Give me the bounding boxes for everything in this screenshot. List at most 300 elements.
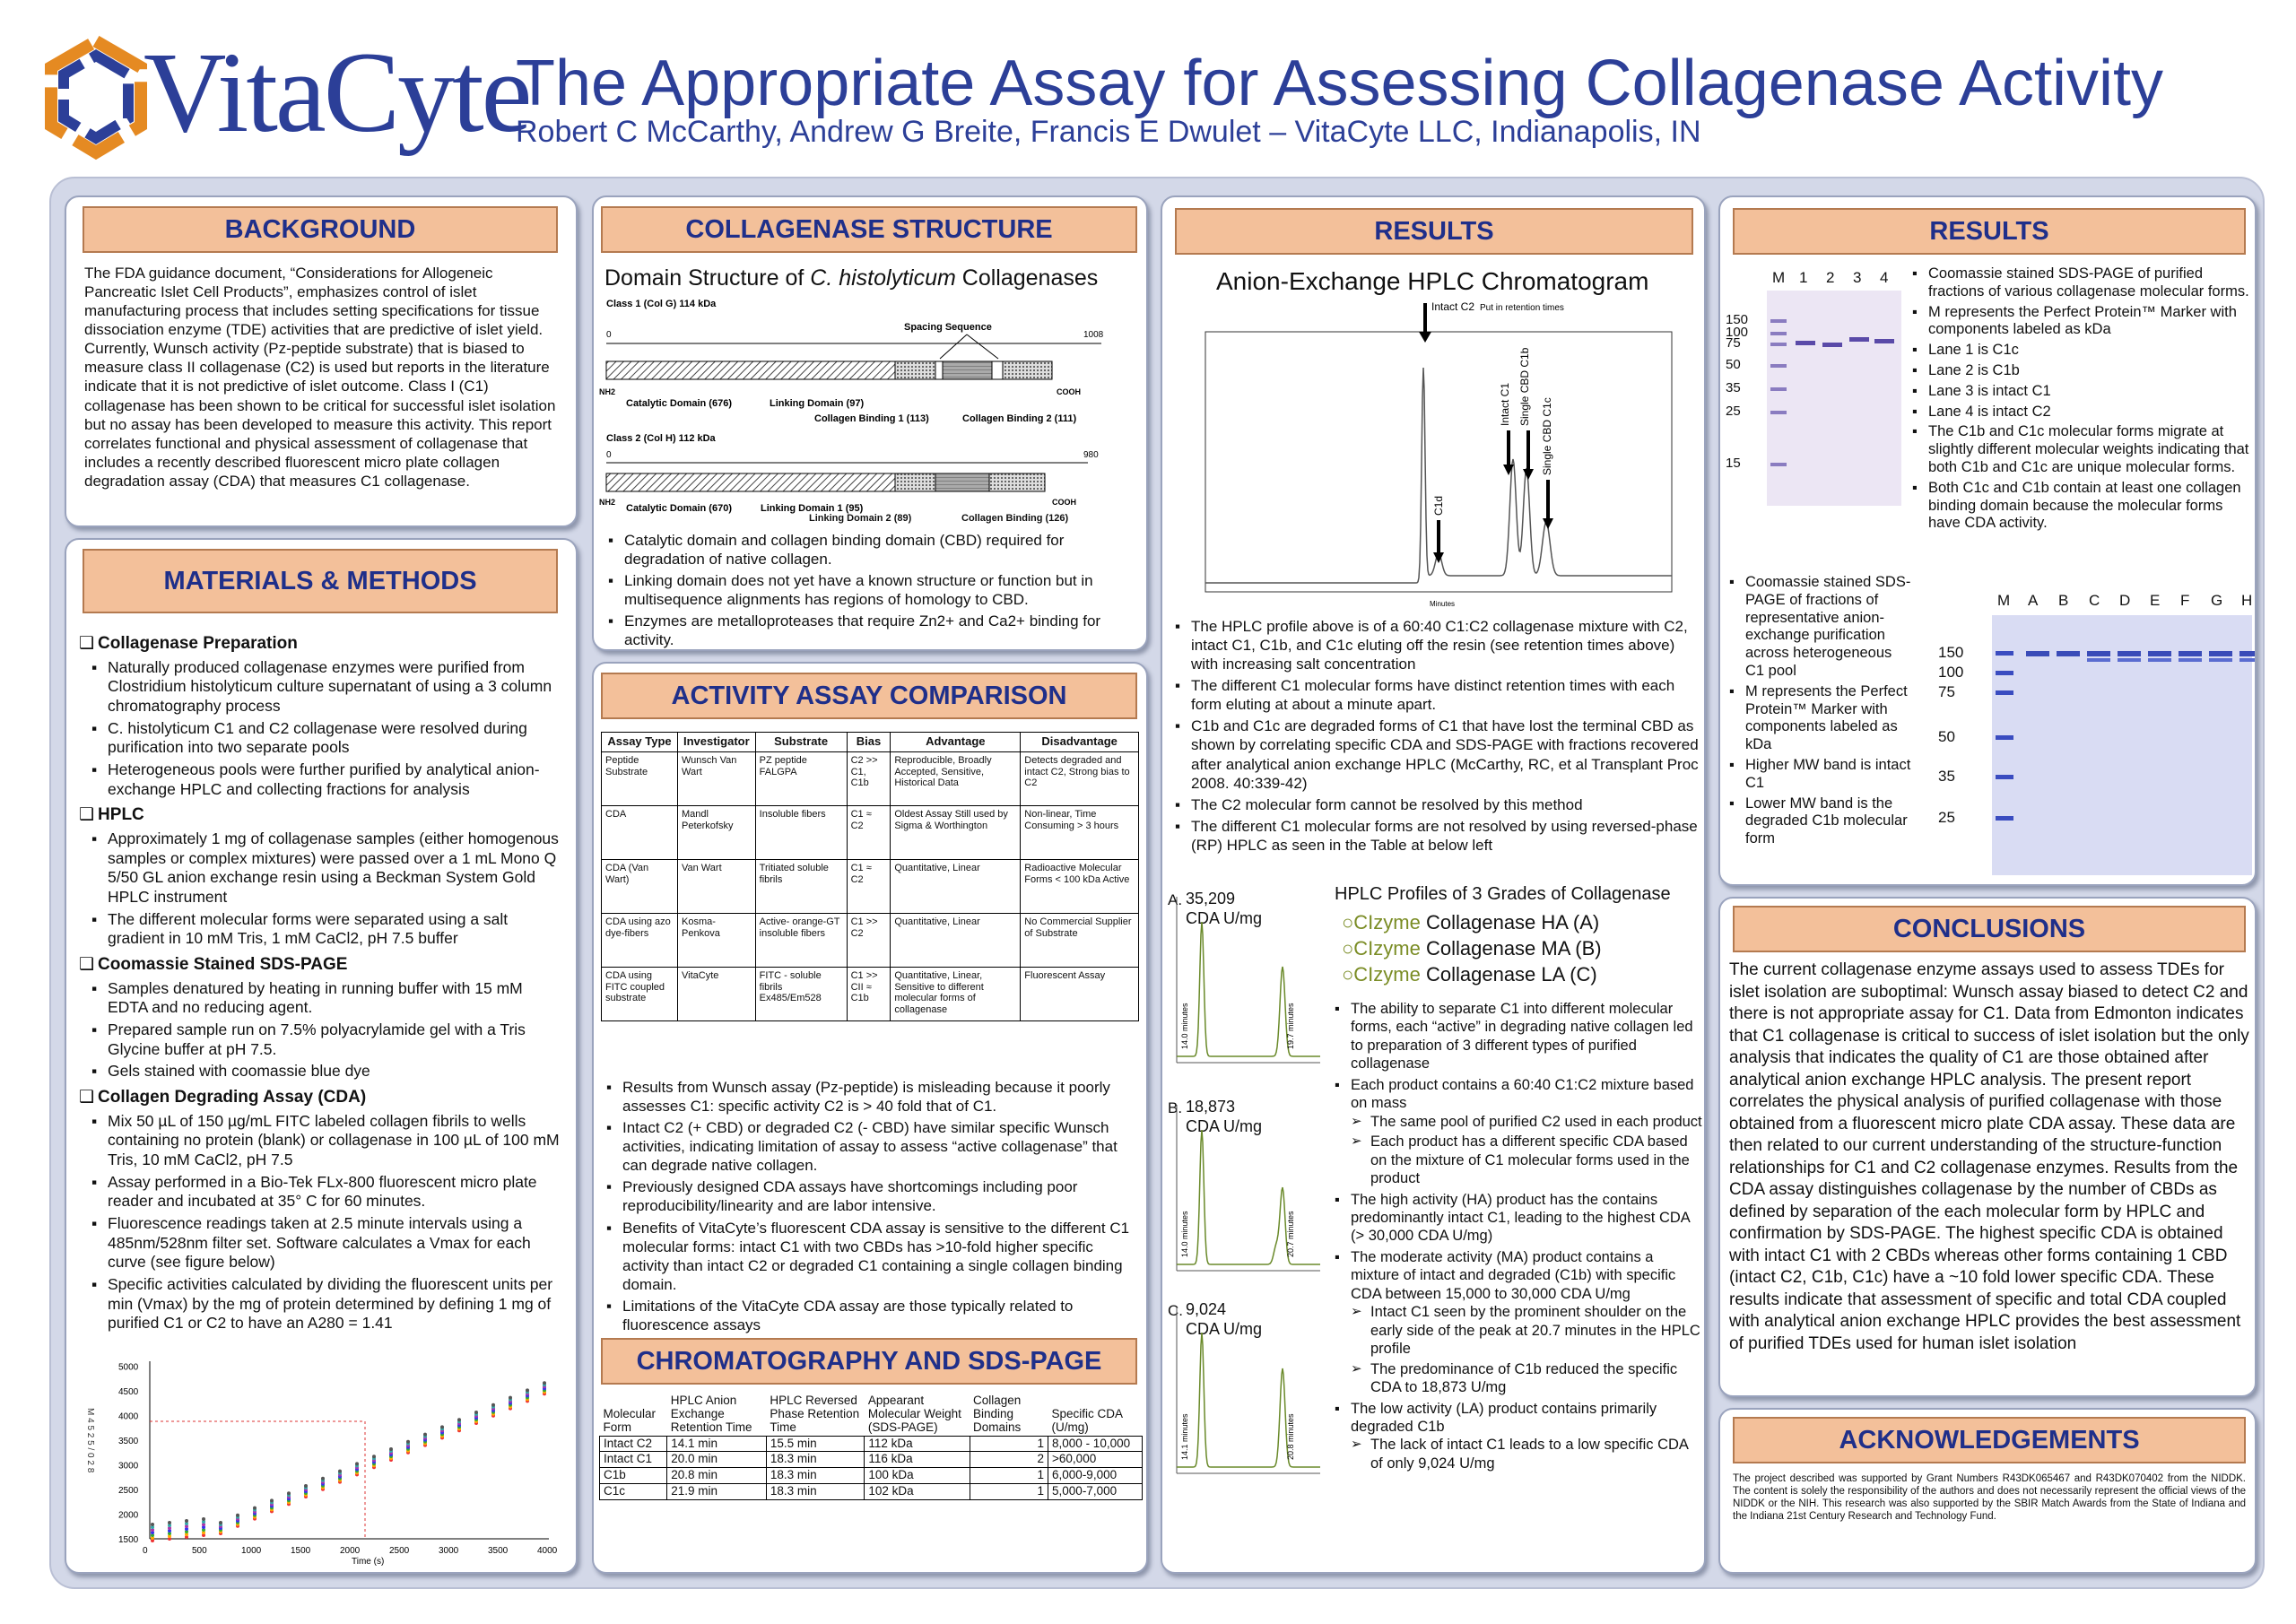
protein-band xyxy=(1849,337,1869,342)
chrom-header: CHROMATOGRAPHY AND SDS-PAGE xyxy=(601,1338,1137,1385)
table-cell: 21.9 min xyxy=(667,1484,767,1500)
y-tick-label: 1500 xyxy=(118,1535,139,1545)
hplc-chromatogram xyxy=(1170,296,1700,619)
gel1-marker-label: 100 xyxy=(1726,325,1749,340)
linking1-c2 xyxy=(895,473,935,491)
domain-label: Collagen Binding 2 (111) xyxy=(962,413,1077,424)
table-cell: 112 kDa xyxy=(865,1436,970,1452)
table-cell: 6,000-9,000 xyxy=(1048,1468,1143,1484)
table-cell: Peptide Substrate xyxy=(602,751,678,805)
marker-band xyxy=(1770,319,1787,323)
gel1-image xyxy=(1767,291,1901,506)
linking-domain-c1 xyxy=(895,361,935,379)
table-header: Assay Type xyxy=(602,733,678,752)
protein-band xyxy=(2239,651,2257,656)
data-point xyxy=(474,1411,478,1414)
y-tick-label: 2000 xyxy=(118,1510,139,1521)
sub-item: ➢ The same pool of purified C2 used in each product xyxy=(1351,1113,1702,1131)
data-point xyxy=(338,1470,342,1473)
structure-subtitle: Domain Structure of C. histolyticum Collagenases xyxy=(604,265,1099,291)
protein-band xyxy=(2239,658,2257,662)
methods-s2-title: ❑ HPLC xyxy=(79,804,563,826)
table-cell: Intact C2 xyxy=(600,1436,667,1452)
list-item: ▪ The C1b and C1c molecular forms migrate at slightly different molecular weights indicating that both C1b and C1c are unique molecular forms. xyxy=(1910,423,2255,476)
gel1-marker-label: 50 xyxy=(1726,357,1741,372)
list-item: ▪ Heterogeneous pools were further purified by analytical anion-exchange HPLC and collecting fractions for analysis xyxy=(90,760,563,799)
y-tick-label: 3500 xyxy=(118,1437,139,1446)
y-tick-label: 3000 xyxy=(118,1461,139,1472)
y-tick-label: 4500 xyxy=(118,1387,139,1397)
vitacyte-logo-icon xyxy=(40,36,152,161)
table-cell: Quantitative, Linear xyxy=(891,913,1021,967)
table-row xyxy=(602,967,1139,1020)
annotation-c2: Intact C2 xyxy=(1431,300,1475,313)
table-cell: 102 kDa xyxy=(865,1484,970,1500)
structure-text xyxy=(606,531,1135,651)
data-point xyxy=(423,1433,427,1437)
gel2-marker-label: 50 xyxy=(1938,728,1955,745)
table-cell: 5,000-7,000 xyxy=(1048,1484,1143,1500)
marker-band xyxy=(1770,343,1787,346)
ack-header: ACKNOWLEDGEMENTS xyxy=(1733,1417,2246,1463)
peak-label: 14.0 minutes xyxy=(1180,1211,1189,1257)
table-cell: 1 xyxy=(970,1484,1048,1500)
protein-band xyxy=(2179,651,2202,656)
cda-ylabel: M 4 5 2 5 / 0 2 8 xyxy=(85,1408,95,1473)
table-header: Substrate xyxy=(755,733,847,752)
profile-letter: A. xyxy=(1168,891,1183,908)
protein-band xyxy=(2209,651,2232,656)
class2-label: Class 2 (Col H) 112 kDa xyxy=(606,433,716,444)
table-cell: CDA using azo dye-fibers xyxy=(602,913,678,967)
results-header: RESULTS xyxy=(1175,208,1693,255)
table-cell: C1b xyxy=(600,1468,667,1484)
table-header: Advantage xyxy=(891,733,1021,752)
marker-band xyxy=(1770,364,1787,368)
table-cell: 116 kDa xyxy=(865,1452,970,1468)
x-tick-label: 1500 xyxy=(291,1546,311,1556)
marker-band xyxy=(1996,775,2013,779)
gel2-lane-label: H xyxy=(2241,592,2253,609)
table-cell: FITC - soluble fibrils Ex485/Em528 xyxy=(755,967,847,1020)
x-tick-label: 0 xyxy=(143,1546,148,1556)
methods-s4-title: ❑ Collagen Degrading Assay (CDA) xyxy=(79,1087,563,1108)
protein-band xyxy=(1874,339,1894,343)
assay-table xyxy=(601,732,1139,1021)
cbd1-c1 xyxy=(943,361,992,379)
list-item xyxy=(1333,1191,1702,1246)
protein-band xyxy=(2026,651,2049,656)
table-cell: Radioactive Molecular Forms < 100 kDa Active xyxy=(1021,859,1139,913)
gel1-lane-label: 2 xyxy=(1826,269,1835,286)
protein-band xyxy=(2118,651,2141,656)
data-point xyxy=(253,1507,257,1510)
list-item: ▪ Approximately 1 mg of collagenase samples (either homogenous samples or complex mixtures) were passed over a 1 mL Mono Q 5/50 GL anion exchange resin using a Beckman System Gold HPLC instrument xyxy=(90,829,563,908)
marker-band xyxy=(1770,387,1787,391)
protein-band xyxy=(1796,341,1815,345)
gel2-marker-label: 150 xyxy=(1938,644,1964,661)
linking2-c2 xyxy=(935,473,989,491)
list-item: ▪ Linking domain does not yet have a known structure or function but in multisequence alignments has regions of homology to CBD. xyxy=(606,571,1135,609)
methods-text xyxy=(79,628,563,1336)
data-point xyxy=(372,1455,376,1458)
table-cell: VitaCyte xyxy=(678,967,756,1020)
list-item: ▪ The C2 molecular form cannot be resolved by this method xyxy=(1173,795,1699,814)
marker-band xyxy=(1996,690,2013,695)
table-cell: Quantitative, Linear, Sensitive to different molecular forms of collagenase xyxy=(891,967,1021,1020)
marker-band xyxy=(1770,411,1787,414)
background-header: BACKGROUND xyxy=(83,206,558,253)
marker-band xyxy=(1996,735,2013,740)
gel1-marker-label: 150 xyxy=(1726,312,1749,327)
table-cell: 20.0 min xyxy=(667,1452,767,1468)
list-item: ▪ Lane 3 is intact C1 xyxy=(1910,383,2255,401)
data-point xyxy=(236,1514,239,1517)
table-header: Appearant Molecular Weight (SDS-PAGE) xyxy=(867,1394,961,1434)
table-cell: C1 ≈ C2 xyxy=(847,859,891,913)
table-cell: Fluorescent Assay xyxy=(1021,967,1139,1020)
grade-item: ○CIzyme Collagenase LA (C) xyxy=(1342,963,1597,986)
nh2-label: NH2 xyxy=(599,498,616,507)
cooh-label: COOH xyxy=(1057,387,1081,396)
y-tick-label: 2500 xyxy=(118,1486,139,1496)
sub-item: ➢ Each product has a different specific CDA based on the mixture of C1 molecular forms used in the product xyxy=(1351,1133,1702,1187)
cda-kinetics-chart xyxy=(83,1354,567,1569)
data-point xyxy=(491,1403,495,1407)
x-tick-label: 1000 xyxy=(241,1546,262,1556)
peak-label: 14.0 minutes xyxy=(1180,1003,1189,1049)
annotation-c1c: Single CBD C1c xyxy=(1541,397,1553,475)
table-cell: Quantitative, Linear xyxy=(891,859,1021,913)
cooh-label: COOH xyxy=(1052,498,1076,507)
protein-band xyxy=(1822,343,1842,347)
gel2-lane-label: F xyxy=(2180,592,2190,609)
protein-band xyxy=(2148,658,2171,662)
table-cell: C1 >> CII ≈ C1b xyxy=(847,967,891,1020)
table-header: Investigator xyxy=(678,733,756,752)
list-item: ▪ Coomassie stained SDS-PAGE of fractions of representative anion-exchange purification across heterogeneous C1 pool xyxy=(1727,574,1911,681)
gel2-marker-label: 100 xyxy=(1938,664,1964,681)
list-item: ▪ The different C1 molecular forms have distinct retention times with each form eluting at about a minute apart. xyxy=(1173,676,1699,714)
gel1-lane-label: M xyxy=(1772,269,1786,286)
list-item: ▪ Samples denatured by heating in running buffer with 15 mM EDTA and no reducing agent. xyxy=(90,979,563,1018)
list-item: ▪ Lane 4 is intact C2 xyxy=(1910,404,2255,421)
data-point xyxy=(287,1491,291,1495)
gel2-text xyxy=(1727,574,1911,851)
data-point xyxy=(202,1517,205,1521)
list-item: ▪ Higher MW band is intact C1 xyxy=(1727,757,1911,793)
results2-header: RESULTS xyxy=(1733,208,2246,255)
profiles-text xyxy=(1333,1000,1702,1475)
data-point xyxy=(270,1498,274,1502)
list-item: ▪ The different molecular forms were separated using a salt gradient in 10 mM Tris, 1 mM CaCl2, pH 7.5 buffer xyxy=(90,910,563,949)
protein-band xyxy=(2179,658,2202,662)
class2-end: 980 xyxy=(1083,450,1099,460)
marker-band xyxy=(1770,463,1787,466)
cbd-c2 xyxy=(989,473,1045,491)
gel2 xyxy=(1913,592,2254,883)
list-item: ▪ Intact C2 (+ CBD) or degraded C2 (- CBD) have similar specific Wunsch activities, indicating limitation of assay to assess “active collagenase” that can degrade native collagen. xyxy=(604,1118,1139,1175)
class1-zero: 0 xyxy=(606,330,612,340)
table-header: Collagen Binding Domains xyxy=(973,1394,1022,1434)
marker-band xyxy=(1770,332,1787,335)
data-point xyxy=(185,1519,188,1523)
gel2-marker-label: 25 xyxy=(1938,809,1955,826)
annotation-retention: Put in retention times xyxy=(1480,303,1564,313)
data-point xyxy=(219,1521,222,1524)
hplc-xlabel: Minutes xyxy=(1430,600,1456,608)
annotation-c1: Intact C1 xyxy=(1499,382,1511,426)
table-cell: Kosma-Penkova xyxy=(678,913,756,967)
list-item xyxy=(1333,1248,1702,1397)
gel1-lane-label: 1 xyxy=(1799,269,1808,286)
nh2-label: NH2 xyxy=(599,387,616,396)
table-cell: >60,000 xyxy=(1048,1452,1143,1468)
list-item: ▪ Gels stained with coomassie blue dye xyxy=(90,1062,563,1081)
table-cell: CDA using FITC coupled substrate xyxy=(602,967,678,1020)
profile-value: 18,873 xyxy=(1186,1098,1236,1116)
list-item: ▪ Specific activities calculated by dividing the fluorescent units per min (Vmax) by the mg of protein determined by defining 1 mg of purified C1 or C2 to have an A280 = 1.41 xyxy=(90,1275,563,1333)
y-tick-label: 5000 xyxy=(118,1362,139,1373)
profile-unit: CDA U/mg xyxy=(1186,1320,1263,1338)
gel1-lane-label: 4 xyxy=(1880,269,1889,286)
data-point xyxy=(168,1521,171,1524)
results-hplc-text xyxy=(1173,617,1699,857)
list-item-text: The moderate activity (MA) product contains a mixture of intact and degraded (C1b) with specific CDA between 15,000 to 30,000 CDA U/mg xyxy=(1351,1248,1676,1302)
assay-header: ACTIVITY ASSAY COMPARISON xyxy=(601,673,1137,719)
table-row xyxy=(602,751,1139,805)
structure-header: COLLAGENASE STRUCTURE xyxy=(601,206,1137,253)
table-cell: Tritiated soluble fibrils xyxy=(755,859,847,913)
table-cell: 1 xyxy=(970,1436,1048,1452)
table-header: HPLC Reversed Phase Retention Time xyxy=(770,1394,860,1434)
list-item-text: The high activity (HA) product has the contains predominantly intact C1, leading to the highest CDA (> 30,000 CDA U/mg) xyxy=(1351,1191,1690,1245)
ack-panel xyxy=(1718,1408,2257,1574)
domain-label: Catalytic Domain (676) xyxy=(626,398,732,409)
profile-value: 9,024 xyxy=(1186,1300,1227,1318)
peak-label: 19.7 minutes xyxy=(1286,1003,1295,1049)
table-cell: Van Wart xyxy=(678,859,756,913)
x-tick-label: 4000 xyxy=(537,1546,558,1556)
list-item: ▪ Both C1c and C1b contain at least one collagen binding domain because the molecular forms have CDA activity. xyxy=(1910,480,2255,533)
table-cell: Active- orange-GT insoluble fibers xyxy=(755,913,847,967)
sub-item: ➢ Intact C1 seen by the prominent shoulder on the early side of the peak at 20.7 minutes in the HPLC profile xyxy=(1351,1303,1702,1358)
table-cell: 100 kDa xyxy=(865,1468,970,1484)
table-row xyxy=(600,1468,1143,1484)
peak-label: 14.1 minutes xyxy=(1180,1413,1189,1460)
gel2-lane-label: D xyxy=(2119,592,2131,609)
list-item: ▪ Results from Wunsch assay (Pz-peptide) is misleading because it poorly assesses C1: specific activity C2 is > 40 fold that of C1. xyxy=(604,1078,1139,1116)
x-tick-label: 2000 xyxy=(340,1546,361,1556)
protein-band xyxy=(2209,658,2232,662)
table-cell: C1 >> C2 xyxy=(847,913,891,967)
catalytic-domain-c2 xyxy=(606,473,895,491)
x-tick-label: 3000 xyxy=(439,1546,459,1556)
domain-label: Linking Domain (97) xyxy=(770,398,865,409)
gel2-marker-label: 75 xyxy=(1938,683,1955,700)
table-header: Specific CDA (U/mg) xyxy=(1051,1406,1123,1434)
data-point xyxy=(406,1440,410,1444)
data-point xyxy=(389,1447,393,1451)
domain-diagram xyxy=(599,294,1143,518)
results-hplc-panel xyxy=(1161,195,1706,1574)
gel1-text xyxy=(1910,265,2255,535)
hplc-profile-trace xyxy=(1168,1096,1327,1280)
table-cell: Wunsch Van Wart xyxy=(678,751,756,805)
table-cell: PZ peptide FALGPA xyxy=(755,751,847,805)
data-point xyxy=(509,1396,512,1400)
gel2-lane-label: G xyxy=(2211,592,2223,609)
table-cell: C1 ≈ C2 xyxy=(847,805,891,859)
list-item: ▪ Previously designed CDA assays have shortcomings including poor reproducibility/linearity and are labor intensive. xyxy=(604,1177,1139,1215)
table-cell: Insoluble fibers xyxy=(755,805,847,859)
profile-unit: CDA U/mg xyxy=(1186,909,1263,927)
methods-s1-title: ❑ Collagenase Preparation xyxy=(79,633,563,655)
list-item: ▪ M represents the Perfect Protein™ Marker with components labeled as kDa xyxy=(1910,304,2255,340)
methods-s3-title: ❑ Coomassie Stained SDS-PAGE xyxy=(79,954,563,976)
list-item: ▪ Naturally produced collagenase enzymes were purified from Clostridium histolyticum culture supernatant of using a 3 column chromatography process xyxy=(90,658,563,716)
data-point xyxy=(151,1523,154,1526)
list-item: ▪ Benefits of VitaCyte’s fluorescent CDA assay is sensitive to the different C1 molecular forms: intact C1 with two CBDs has >10-fold higher specific activity than intact C2 or degraded C1 containing a single collagen binding domain. xyxy=(604,1219,1139,1294)
background-text: The FDA guidance document, “Considerations for Allogeneic Pancreatic Islet Cell Products”, emphasizes control of islet manufacturing process that includes setting specifications for tissue dissociation enzyme (TDE) activities that are predictive of islet yield. Currently, Wunsch activity (Pz-peptide substrate) that is biased to measure class II collagenase (C2) is used but reports in the literature indicate that it is not predictive of islet outcome. Class I (C1) collagenase has been shown to be critical for successful islet isolation but no assay has been developed to measure this activity. This report correlates functional and physical assessment of collagenase that includes a recently described fluorescent micro plate collagen degradation assay (CDA) that measures C1 collagenase. xyxy=(84,265,556,490)
annotation-c1b: Single CBD C1b xyxy=(1518,347,1531,426)
ack-text: The project described was supported by Grant Numbers R43DK065467 and R43DK070402 from the NIDDK. The content is solely the responsibility of the authors and does not necessarily represent the official views of the NIDDK or the NIH. This research was also supported by the SBIR Match Awards from the State of Indiana and the Indiana 21st Century Research and Technology Fund. xyxy=(1733,1473,2246,1523)
data-point xyxy=(526,1388,529,1392)
data-point xyxy=(304,1484,308,1488)
data-point xyxy=(440,1425,444,1429)
gel1-lane-label: 3 xyxy=(1853,269,1862,286)
list-item: ▪ The HPLC profile above is of a 60:40 C1:C2 collagenase mixture with C2, intact C1, C1b, and C1c eluting off the resin (see retention times above) with increasing salt concentration xyxy=(1173,617,1699,673)
table-cell: CDA xyxy=(602,805,678,859)
list-item xyxy=(1333,1000,1702,1073)
sub-item: ➢ The lack of intact C1 leads to a low specific CDA of only 9,024 U/mg xyxy=(1351,1436,1702,1472)
profile-value: 35,209 xyxy=(1186,890,1236,908)
hplc-chart-title: Anion-Exchange HPLC Chromatogram xyxy=(1216,267,1649,295)
table-cell: 18.3 min xyxy=(766,1468,864,1484)
profile-letter: C. xyxy=(1168,1302,1183,1319)
gel2-lane-label: B xyxy=(2058,592,2069,609)
x-tick-label: 3500 xyxy=(488,1546,509,1556)
results-gel-panel xyxy=(1718,195,2257,886)
class2-zero: 0 xyxy=(606,450,612,460)
table-cell: 18.3 min xyxy=(766,1452,864,1468)
list-item: ▪ Coomassie stained SDS-PAGE of purified fractions of various collagenase molecular forms. xyxy=(1910,265,2255,301)
class1-end: 1008 xyxy=(1083,330,1104,340)
table-row xyxy=(600,1484,1143,1500)
background-panel xyxy=(65,195,578,527)
gel1-marker-label: 35 xyxy=(1726,380,1741,395)
list-item: ▪ The different C1 molecular forms are not resolved by using reversed-phase (RP) HPLC as seen in the Table at below left xyxy=(1173,817,1699,855)
profile-unit: CDA U/mg xyxy=(1186,1117,1263,1135)
conclusions-panel xyxy=(1718,897,2257,1397)
y-tick-label: 4000 xyxy=(118,1411,139,1422)
table-cell: Reproducible, Broadly Accepted, Sensitive, Historical Data xyxy=(891,751,1021,805)
domain-label: Linking Domain 1 (95) xyxy=(761,503,864,514)
table-cell: 1 xyxy=(970,1468,1048,1484)
poster-title: The Appropriate Assay for Assessing Collagenase Activity xyxy=(516,48,2163,119)
catalytic-domain-c1 xyxy=(606,361,895,379)
cbd2-c1 xyxy=(1003,361,1052,379)
table-cell: Non-linear, Time Consuming > 3 hours xyxy=(1021,805,1139,859)
table-row xyxy=(602,805,1139,859)
table-row xyxy=(602,913,1139,967)
table-cell: 20.8 min xyxy=(667,1468,767,1484)
list-item-text: The low activity (LA) product contains primarily degraded C1b xyxy=(1351,1400,1657,1435)
table-row xyxy=(602,859,1139,913)
list-item: ▪ Limitations of the VitaCyte CDA assay are those typically related to fluorescence assays xyxy=(604,1297,1139,1334)
table-header: Molecular Form xyxy=(603,1406,657,1434)
sub-list xyxy=(1351,1303,1702,1396)
methods-panel xyxy=(65,538,578,1574)
protein-band xyxy=(2087,651,2110,656)
list-item: ▪ Lane 2 is C1b xyxy=(1910,362,2255,380)
gel2-lane-label: M xyxy=(1997,592,2011,609)
gel2-lane-label: C xyxy=(2089,592,2100,609)
hplc-profile-trace xyxy=(1168,1298,1327,1482)
grade-item: ○CIzyme Collagenase HA (A) xyxy=(1342,911,1600,934)
list-item-text: Each product contains a 60:40 C1:C2 mixture based on mass xyxy=(1351,1076,1694,1112)
conclusions-header: CONCLUSIONS xyxy=(1733,906,2246,952)
list-item: ▪ Lower MW band is the degraded C1b molecular form xyxy=(1727,795,1911,848)
assay-text xyxy=(604,1078,1139,1337)
methods-header: MATERIALS & METHODS xyxy=(83,549,558,613)
table-cell: Mandl Peterkofsky xyxy=(678,805,756,859)
annotation-c1d: C1d xyxy=(1432,495,1445,516)
sub-list xyxy=(1351,1113,1702,1188)
data-point xyxy=(355,1462,359,1465)
marker-band xyxy=(1996,816,2013,821)
table-cell: No Commercial Supplier of Substrate xyxy=(1021,913,1139,967)
table-cell: 15.5 min xyxy=(766,1436,864,1452)
assay-panel xyxy=(592,662,1148,1574)
list-item: ▪ Enzymes are metalloproteases that require Zn2+ and Ca2+ binding for activity. xyxy=(606,612,1135,649)
data-point xyxy=(457,1418,461,1421)
grade-item: ○CIzyme Collagenase MA (B) xyxy=(1342,937,1602,960)
table-header: Bias xyxy=(847,733,891,752)
poster-authors: Robert C McCarthy, Andrew G Breite, Francis E Dwulet – VitaCyte LLC, Indianapolis, IN xyxy=(516,115,1701,149)
table-header: Disadvantage xyxy=(1021,733,1139,752)
peak-label: 20.8 minutes xyxy=(1286,1413,1295,1460)
protein-band xyxy=(2118,658,2141,662)
gel1 xyxy=(1726,269,1905,511)
table-row xyxy=(600,1452,1143,1468)
table-cell: 18.3 min xyxy=(766,1484,864,1500)
table-cell: CDA (Van Wart) xyxy=(602,859,678,913)
table-cell: Intact C1 xyxy=(600,1452,667,1468)
data-point xyxy=(321,1477,325,1481)
list-item: ▪ Catalytic domain and collagen binding domain (CBD) required for degradation of native collagen. xyxy=(606,531,1135,569)
table-cell: Detects degraded and intact C2, Strong bias to C2 xyxy=(1021,751,1139,805)
cda-xlabel: Time (s) xyxy=(352,1557,385,1567)
class1-label: Class 1 (Col G) 114 kDa xyxy=(606,299,717,309)
profiles-title: HPLC Profiles of 3 Grades of Collagenase xyxy=(1335,884,1671,904)
conclusions-text: The current collagenase enzyme assays used to assess TDEs for islet isolation are suboptimal: Wunsch assay biased to detect C2 and there is not appropriate assay for C1. Data from Edmonton indicates that C1 collagenase is critical to success of islet isolation but the only analysis that indicates the quality of C1 are those obtained after analytical anion exchange HPLC analysis. The present report correlates the physical analysis of purified collagenase with those obtained from a fluorescent micro plate CDA assay. These data are then related to our current understanding of the structure-function relationships for C1 and C2 collagenase enzymes. Results from the CDA assay distinguishes collagenase by the number of CBDs as defined by separation of the each molecular form by HPLC and confirmation by SDS-PAGE. The highest specific CDA is obtained with intact C1 with 2 CBDs whereas other forms containing 1 CBD (intact C2, C1b, C1c) have a ~10 fold lower specific CDA. These results indicate that assessment of specific and total CDA coupled with analytical anion exchange HPLC provides the best assessment of purified TDEs used for human islet isolation xyxy=(1729,960,2249,1353)
sub-list xyxy=(1351,1436,1702,1472)
gel1-marker-label: 25 xyxy=(1726,404,1741,419)
sub-item: ➢ The predominance of C1b reduced the specific CDA to 18,873 U/mg xyxy=(1351,1360,1702,1397)
protein-band xyxy=(2087,658,2110,662)
marker-band xyxy=(1996,671,2013,675)
list-item-text: The ability to separate C1 into different molecular forms, each “active” in degrading native collagen led to preparation of 3 different types of purified collagenase xyxy=(1351,1001,1693,1073)
gel2-marker-label: 35 xyxy=(1938,768,1955,785)
x-tick-label: 2500 xyxy=(389,1546,410,1556)
profile-letter: B. xyxy=(1168,1099,1183,1116)
peak-label: 20.7 minutes xyxy=(1286,1211,1295,1257)
gel1-marker-label: 75 xyxy=(1726,335,1741,351)
gel2-lane-label: E xyxy=(2150,592,2161,609)
table-row xyxy=(600,1436,1143,1452)
table-cell: 8,000 - 10,000 xyxy=(1048,1436,1143,1452)
